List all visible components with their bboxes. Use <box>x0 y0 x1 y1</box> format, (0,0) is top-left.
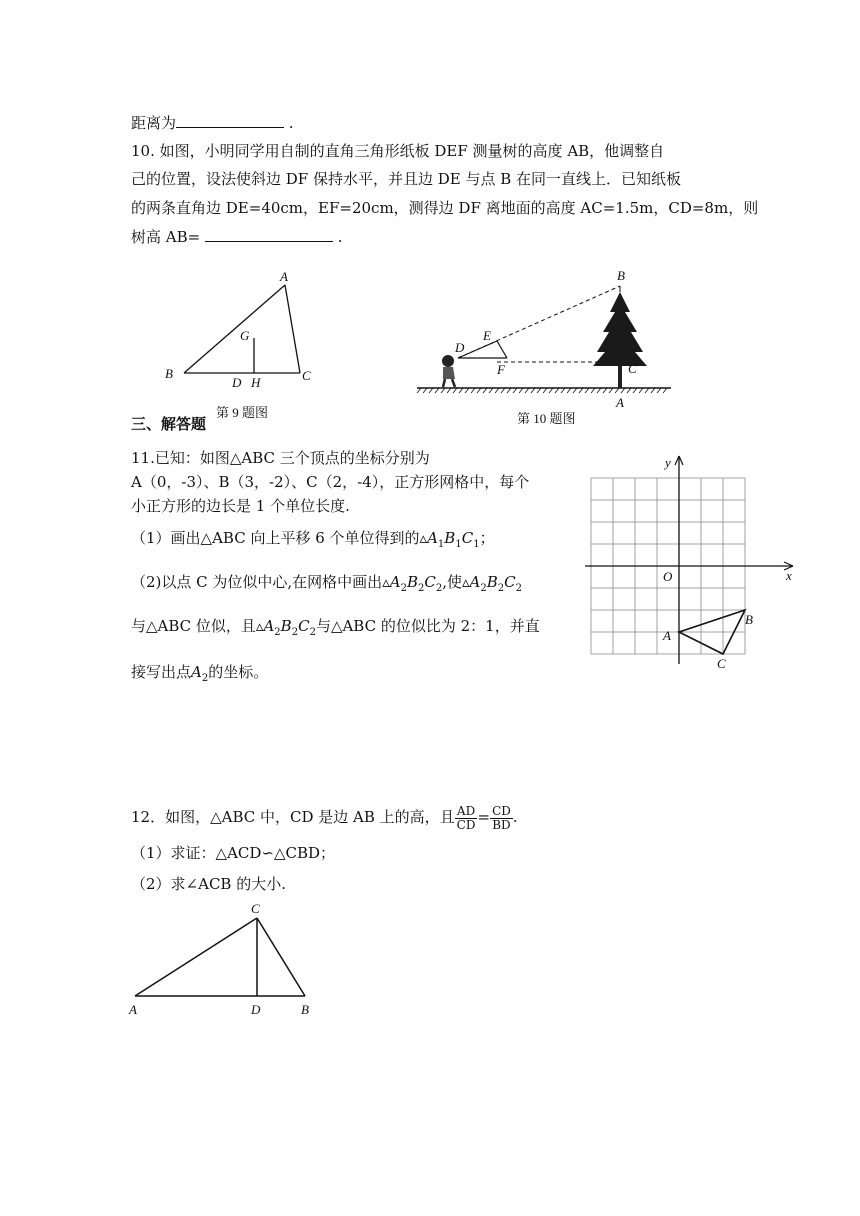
q11-part-3-text-b: 与△ABC 的位似比为 2：1，并直 <box>315 617 540 635</box>
fig10-label-b: B <box>617 268 625 283</box>
q12-fraction-cd-bd <box>490 805 513 832</box>
q12-line-3: （2）求∠ACB 的大小. <box>131 875 286 893</box>
q12-figure <box>125 898 325 1023</box>
q10-line-1: 10. 如图，小明同学用自制的直角三角形纸板 DEF 测量树的高度 AB，他调整自 <box>131 142 665 160</box>
fig9-caption: 第 9 题图 <box>216 405 269 420</box>
frac1-numerator: AD <box>455 805 478 819</box>
q11-coordinate-grid <box>585 452 800 672</box>
q10-line-4-text: 树高 AB= <box>131 228 201 246</box>
q11-part-2-cont <box>131 616 540 643</box>
q11-part-2-text-b: ,使 <box>442 573 462 591</box>
figure-10 <box>415 266 675 411</box>
q11-triangle-a1b1c1: $▵A_1B_1C_1$ <box>419 529 480 550</box>
grid-label-c: C <box>717 656 726 671</box>
fig10-caption: 第 10 题图 <box>517 411 576 426</box>
q11-line-1: 11.已知：如图△ABC 三个顶点的坐标分别为 <box>131 449 430 467</box>
q12-label-b: B <box>301 1002 309 1017</box>
fig10-label-e: E <box>483 328 491 343</box>
q11-part-1 <box>131 528 495 555</box>
q12-line-1 <box>131 802 518 832</box>
q11-part-2 <box>131 572 522 599</box>
fig10-label-f: F <box>497 362 505 377</box>
q11-triangle-a2b2c2-2: $▵A_2B_2C_2$ <box>461 573 522 594</box>
q11-part-2-end <box>131 662 268 689</box>
q11-part-1-end: ； <box>479 529 495 547</box>
q10-line-4 <box>131 227 343 247</box>
q11-part-3-text-a: 与△ABC 位似，且 <box>131 617 256 635</box>
q9-tail-text: 距离为 <box>131 114 177 132</box>
q12-label-c: C <box>251 901 260 916</box>
tree-figure <box>593 292 647 388</box>
x-axis-label: x <box>786 568 792 583</box>
q11-line-2: A（0，-3）、B（3，-2）、C（2，-4），正方形网格中，每个 <box>131 473 530 491</box>
q12-line-1-end: . <box>512 808 518 826</box>
fig9-label-h: H <box>251 375 261 390</box>
q11-part-4-text-a: 接写出点 <box>131 663 192 681</box>
fig10-label-a: A <box>616 395 624 410</box>
q11-line-3: 小正方形的边长是 1 个单位长度. <box>131 497 350 515</box>
q12-line-1-text: 12．如图，△ABC 中，CD 是边 AB 上的高，且 <box>131 808 455 826</box>
q9-tail-end: . <box>288 114 294 132</box>
grid-label-b: B <box>745 612 753 627</box>
q12-label-a: A <box>129 1002 137 1017</box>
q12-fraction-ad-cd <box>455 805 478 832</box>
q9-answer-blank <box>176 113 284 128</box>
q12-equals: = <box>477 808 491 826</box>
q11-part-2-text-a: （2)以点 C 为位似中心,在网格中画出 <box>131 573 383 591</box>
q11-triangle-a2b2c2-1: $▵A_2B_2C_2$ <box>382 573 443 594</box>
section-heading: 三、解答题 <box>131 415 207 433</box>
fig9-label-a: A <box>280 269 288 284</box>
frac1-denominator: CD <box>456 817 476 832</box>
q11-triangle-a2b2c2-3: $▵A_2B_2C_2$ <box>255 617 316 638</box>
fig9-label-d: D <box>232 375 242 390</box>
q10-line-2: 己的位置，设法使斜边 DF 保持水平，并且边 DE 与点 B 在同一直线上．已知纸板 <box>131 170 682 188</box>
figure-9 <box>160 268 330 388</box>
fig9-label-c: C <box>302 368 311 383</box>
y-axis-label: y <box>665 455 671 470</box>
fig10-label-c: C <box>628 361 637 376</box>
q11-part-4-text-b: 的坐标。 <box>208 663 269 681</box>
fig9-label-b: B <box>165 366 173 381</box>
q12-label-d: D <box>251 1002 261 1017</box>
frac2-denominator: BD <box>492 817 511 832</box>
origin-label: O <box>663 569 673 584</box>
frac2-numerator: CD <box>492 803 511 818</box>
q10-line-3: 的两条直角边 DE=40cm，EF=20cm，测得边 DF 离地面的高度 AC=1.5m，CD=8m，则 <box>131 199 759 217</box>
person-figure <box>442 355 455 387</box>
grid-label-a: A <box>663 628 671 643</box>
q10-line-4-end: . <box>337 228 343 246</box>
fig9-label-g: G <box>240 328 250 343</box>
q11-point-a2: $A_2$ <box>191 663 209 684</box>
q11-part-1-text: （1）画出△ABC 向上平移 6 个单位得到的 <box>131 529 420 547</box>
q9-tail-line <box>131 113 294 133</box>
q10-answer-blank <box>205 227 333 242</box>
q12-line-2: （1）求证：△ACD∽△CBD； <box>131 844 336 862</box>
fig10-label-d: D <box>455 340 465 355</box>
